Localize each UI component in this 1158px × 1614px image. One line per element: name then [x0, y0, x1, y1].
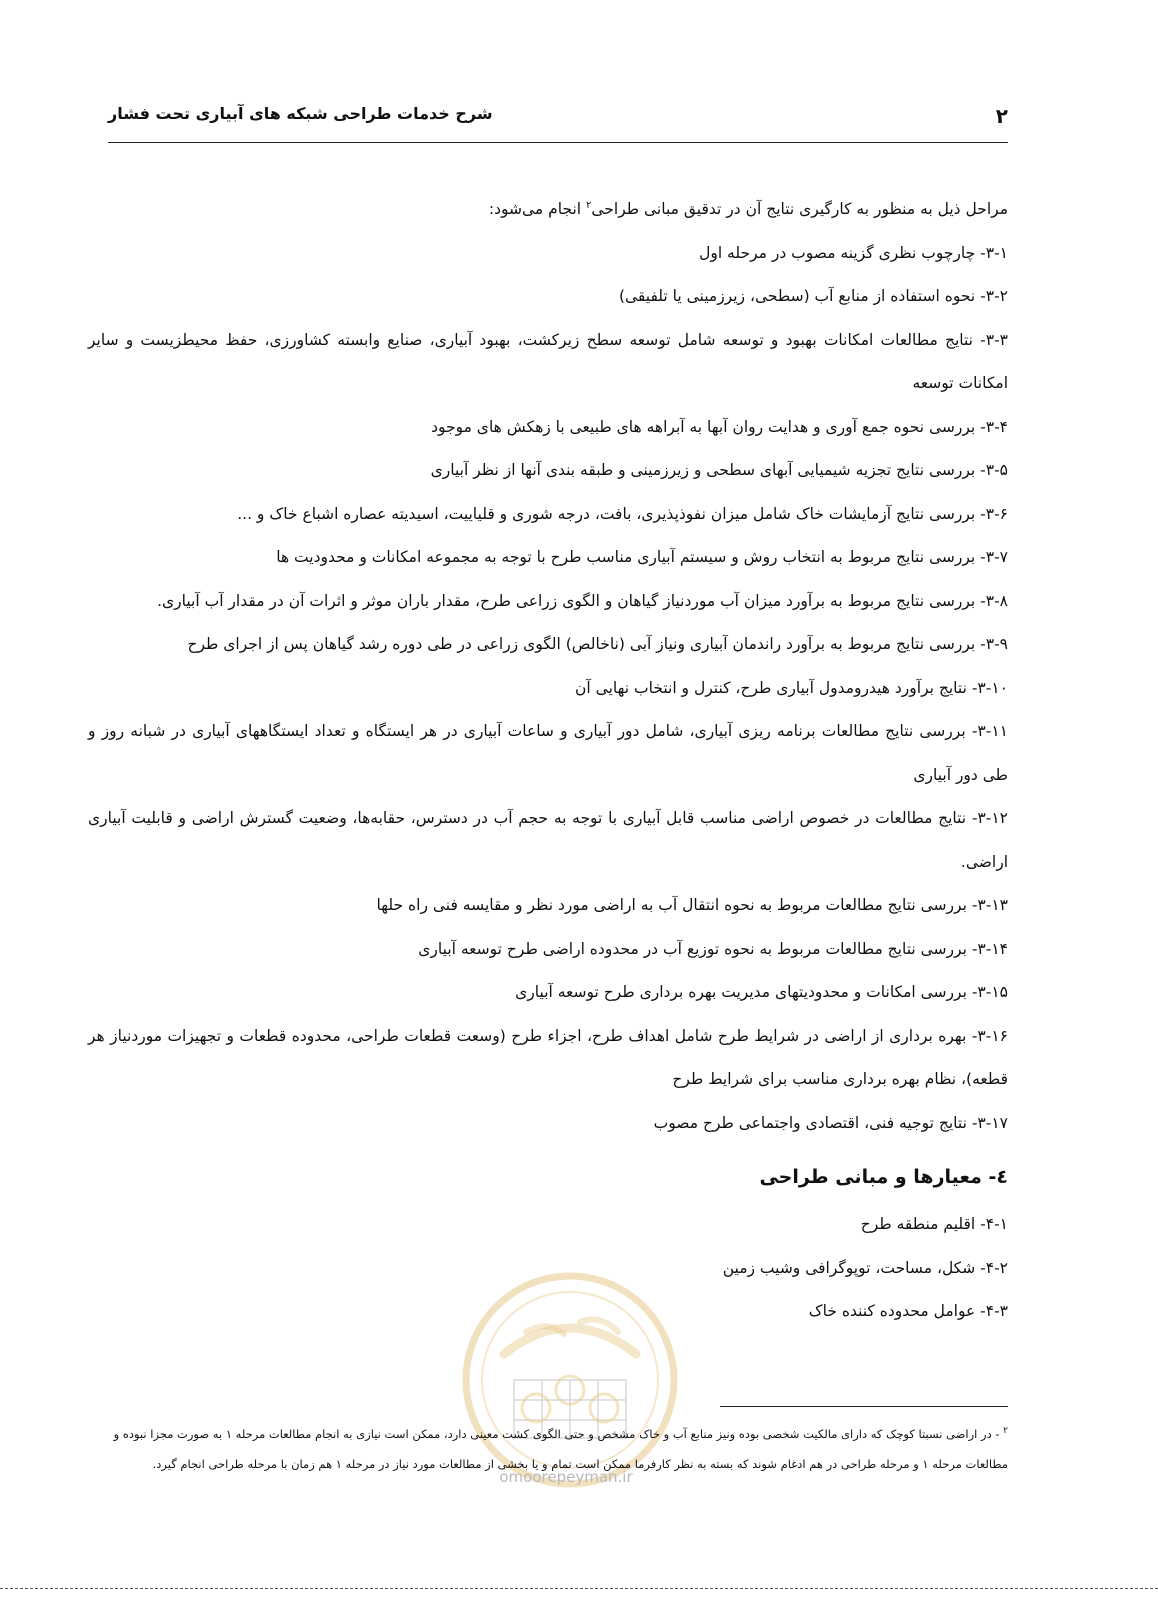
list-item: ۳-۱۲- نتایج مطالعات در خصوص اراضی مناسب قابل آبیاری با توجه به حجم آب در دسترس، حقابه‌ها، وضعیت گسترش اراضی و قابلیت آبیاری اراضی. — [88, 809, 1008, 871]
list-item: ۳-۱۴- بررسی نتایج مطالعات مربوط به نحوه توزیع آب در محدوده اراضی طرح توسعه آبیاری — [418, 939, 1008, 958]
footnote-reference: ۲ — [586, 199, 592, 211]
list-item: ۳-۱۷- نتایج توجیه فنی، اقتصادی واجتماعی طرح مصوب — [653, 1113, 1008, 1132]
list-item: ۳-۵- بررسی نتایج تجزیه شیمیایی آبهای سطحی و زیرزمینی و طبقه بندی آنها از نظر آبیاری — [430, 461, 1008, 479]
list-item: ۳-۱۳- بررسی نتایج مطالعات مربوط به نحوه انتقال آب به اراضی مورد نظر و مقایسه فنی راه حلها — [376, 896, 1008, 914]
list-item: ۳-۱۱- بررسی نتایج مطالعات برنامه ریزی آبیاری، شامل دور آبیاری و ساعات آبیاری در هر ایستگاه و تعداد ایستگاههای آبیاری در شبانه روز و طی دور آبیاری — [88, 722, 1008, 784]
list-item: ۳-۱۵- بررسی امکانات و محدودیتهای مدیریت بهره برداری طرح توسعه آبیاری — [515, 983, 1008, 1001]
footnote-number: ۲ — [1003, 1426, 1008, 1436]
document-body — [88, 188, 1008, 1334]
section-list-item: ۴-۲- شکل، مساحت، توپوگرافی وشیب زمین — [722, 1258, 1008, 1277]
list-item: ۳-۳- نتایج مطالعات امکانات بهبود و توسعه شامل توسعه سطح زیرکشت، بهبود آبیاری، صنایع وابسته کشاورزی، حفظ محیطزیست و سایر امکانات توسعه — [88, 330, 1008, 392]
section-heading: ٤- معیارها و مبانی طراحی — [759, 1166, 1008, 1188]
list-item: ۳-۲- نحوه استفاده از منابع آب (سطحی، زیرزمینی یا تلفیقی) — [618, 287, 1008, 305]
page-number: ۲ — [995, 104, 1008, 128]
footnote — [104, 1416, 1008, 1479]
list-item: ۳-۱۰- نتایج برآورد هیدرومدول آبیاری طرح، کنترل و انتخاب نهایی آن — [575, 678, 1008, 697]
intro-paragraph — [88, 188, 1008, 232]
header-divider — [108, 142, 1008, 143]
footnote-divider — [720, 1406, 1008, 1407]
intro-text: مراحل ذیل به منظور به کارگیری نتایج آن در تدقیق مبانی طراحی — [591, 200, 1008, 218]
section-list-item: ۴-۱- اقلیم منطقه طرح — [860, 1215, 1008, 1233]
intro-text-end: انجام می‌شود: — [488, 200, 587, 218]
running-title: شرح خدمات طراحی شبکه های آبیاری تحت فشار — [108, 104, 493, 123]
list-item: ۳-۶- بررسی نتایج آزمایشات خاک شامل میزان نفوذپذیری، بافت، درجه شوری و قلیاییت، اسیدیته عصاره اشباع خاک و ... — [237, 504, 1008, 523]
list-item: ۳-۸- بررسی نتایج مربوط به برآورد میزان آب موردنیاز گیاهان و الگوی زراعی طرح، مقدار باران موثر و اثرات آن در مقدار آب آبیاری. — [157, 591, 1008, 610]
list-item: ۳-۹- بررسی نتایج مربوط به برآورد راندمان آبیاری ونیاز آبی (ناخالص) الگوی زراعی در طی دوره رشد گیاهان پس از اجرای طرح — [187, 635, 1008, 653]
page-header — [108, 102, 1008, 134]
list-item: ۳-۴- بررسی نحوه جمع آوری و هدایت روان آبها به آبراهه های طبیعی با زهکش های موجود — [431, 417, 1008, 436]
list-item: ۳-۱- چارچوب نظری گزینه مصوب در مرحله اول — [699, 243, 1008, 262]
watermark-url: omoorepeyman.ir — [499, 1468, 633, 1486]
list-item: ۳-۷- بررسی نتایج مربوط به انتخاب روش و سیستم آبیاری مناسب طرح با توجه به مجموعه امکانات و محدودیت ها — [276, 548, 1008, 566]
footnote-text: - در اراضی نسبتا کوچک که دارای مالکیت شخصی بوده ونیز منابع آب و خاک مشخص و حتی الگوی کشت معینی دارد، ممکن است نیازی به انجام مطالعات مرحله ۱ به صورت مجزا نبوده و مطالعات مرحله ۱ و مرحله طراحی در هم ادغام شوند که بسته به نظر کارفرما ممکن است تمام و یا بخشی از مطالعات مورد نیاز در مرحله ۱ هم زمان با مرحله طراحی انجام گیرد. — [113, 1426, 1008, 1471]
page-bottom-edge — [0, 1588, 1158, 1589]
list-item: ۳-۱۶- بهره برداری از اراضی در شرایط طرح شامل اهداف طرح، اجزاء طرح (وسعت قطعات طراحی، محدوده قطعات و تجهیزات موردنیاز هر قطعه)، نظام بهره برداری مناسب برای شرایط طرح — [88, 1026, 1008, 1088]
section-list-item: ۴-۳- عوامل محدوده کننده خاک — [808, 1302, 1008, 1320]
